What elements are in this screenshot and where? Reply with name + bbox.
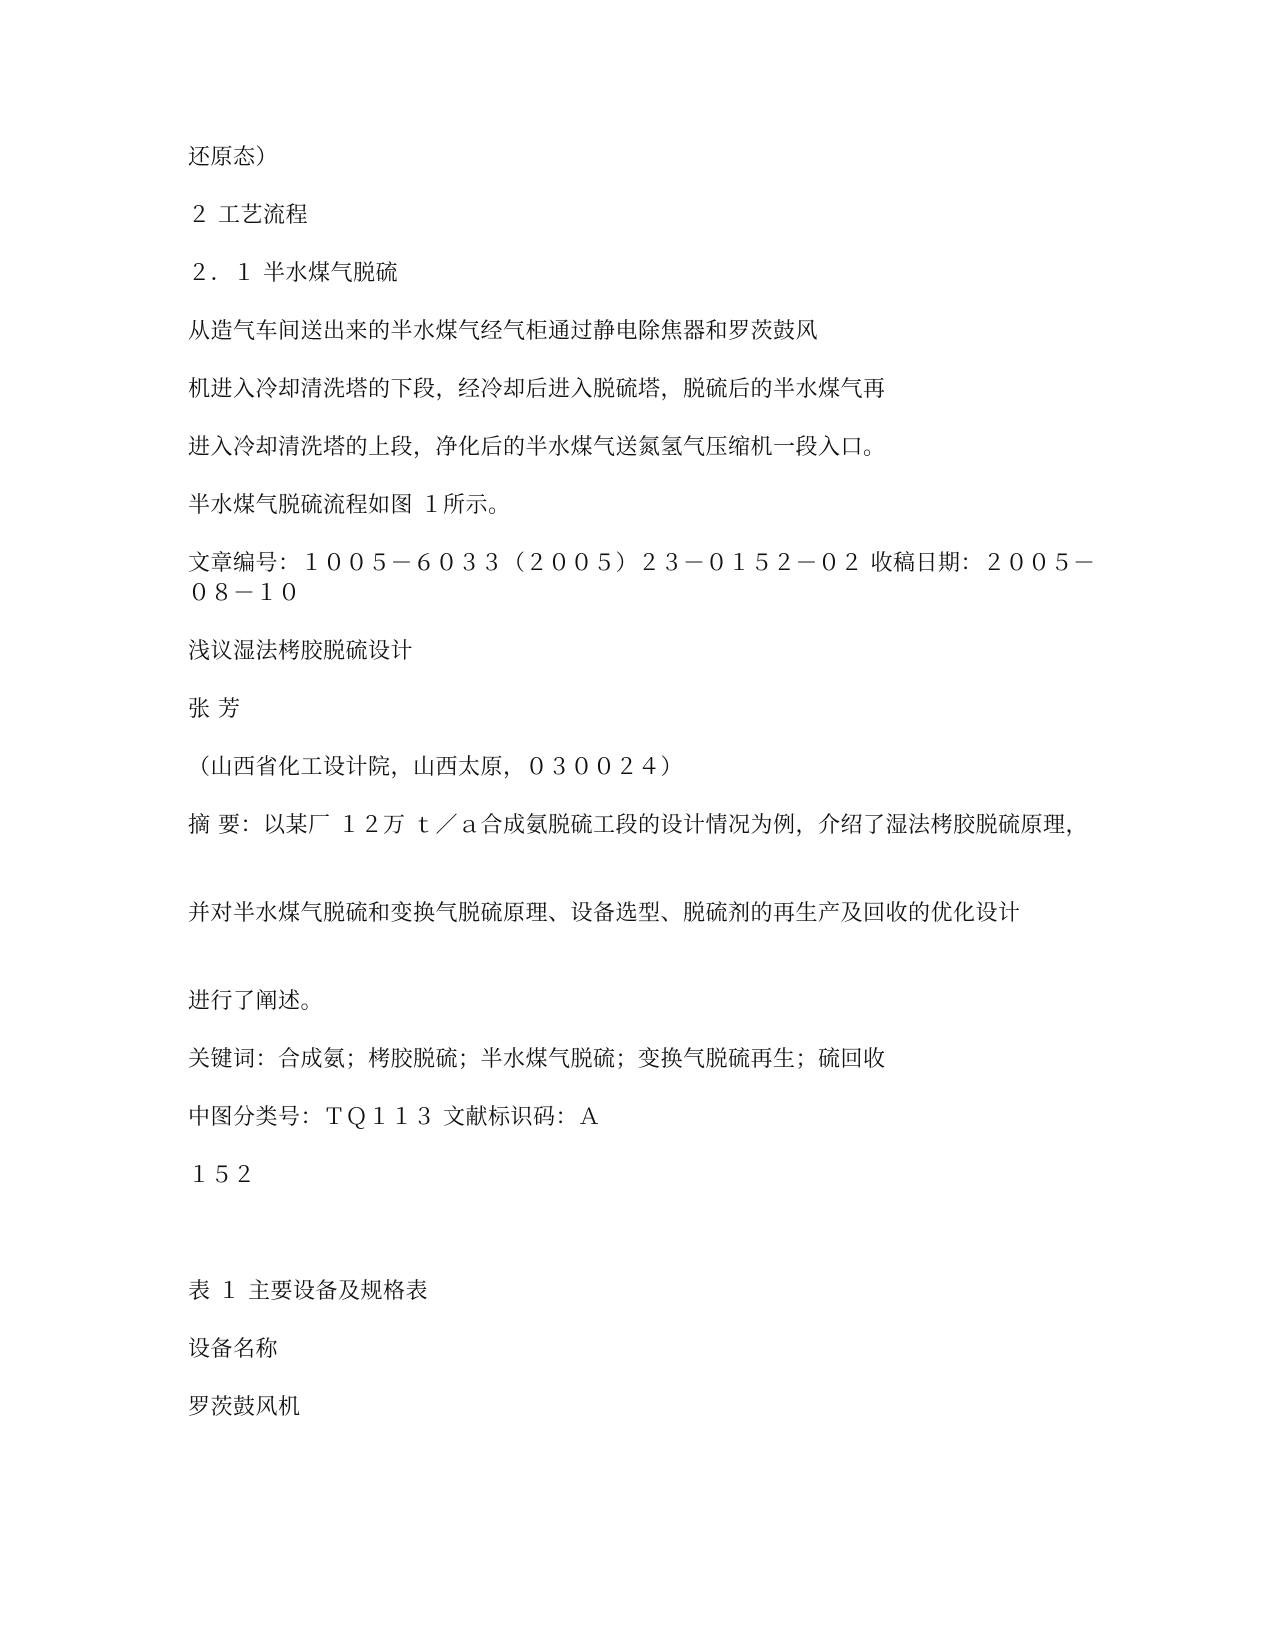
keywords: 关键词：合成氨；栲胶脱硫；半水煤气脱硫；变换气脱硫再生；硫回收: [188, 1047, 886, 1072]
author-affiliation: （山西省化工设计院，山西太原，０３００２４）: [188, 755, 684, 780]
paragraph-figure-reference: 半水煤气脱硫流程如图 １所示。: [188, 493, 511, 518]
author-name: 张 芳: [188, 697, 241, 722]
heading-process-flow: ２ 工艺流程: [188, 203, 308, 228]
page-number: １５２: [188, 1163, 256, 1188]
table-caption: 表 １ 主要设备及规格表: [188, 1279, 428, 1304]
heading-semi-water-gas-desulfurization: ２．１ 半水煤气脱硫: [188, 261, 398, 286]
article-number-and-received-date: 文章编号：１００５－６０３３（２００５）２３－０１５２－０２ 收稿日期：２００５－０８－１０: [188, 551, 1096, 606]
abstract-line-1: 摘 要：以某厂 １２万 ｔ／ａ合成氨脱硫工段的设计情况为例，介绍了湿法栲胶脱硫原理，: [188, 813, 1088, 838]
paragraph-reduced-state: 还原态）: [188, 145, 279, 170]
table-cell-roots-blower: 罗茨鼓风机: [188, 1395, 301, 1420]
abstract-line-2: 并对半水煤气脱硫和变换气脱硫原理、设备选型、脱硫剂的再生产及回收的优化设计: [188, 901, 1021, 926]
article-title: 浅议湿法栲胶脱硫设计: [188, 639, 414, 664]
paragraph-flow-line-1: 从造气车间送出来的半水煤气经气柜通过静电除焦器和罗茨鼓风: [188, 319, 819, 344]
table-header-equipment-name: 设备名称: [188, 1337, 279, 1362]
paragraph-flow-line-3: 进入冷却清洗塔的上段，净化后的半水煤气送氮氢气压缩机一段入口。: [188, 435, 886, 460]
abstract-line-3: 进行了阐述。: [188, 989, 324, 1014]
classification-and-document-code: 中图分类号：ＴＱ１１３ 文献标识码：Ａ: [188, 1105, 601, 1130]
paragraph-flow-line-2: 机进入冷却清洗塔的下段，经冷却后进入脱硫塔，脱硫后的半水煤气再: [188, 377, 886, 402]
